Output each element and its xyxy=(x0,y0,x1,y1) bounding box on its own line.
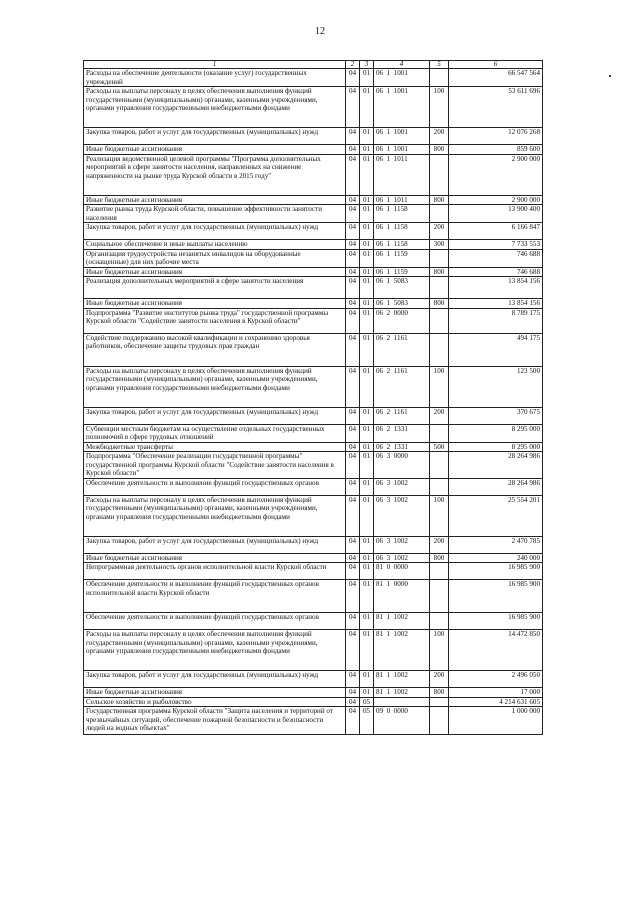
row-section: 04 xyxy=(346,267,360,277)
row-name: Закупка товаров, работ и услуг для государственных (муниципальных) нужд xyxy=(84,407,346,424)
row-name: Социальное обеспечение и иные выплаты населению xyxy=(84,240,346,250)
row-target-article: 81 1 1002 xyxy=(374,630,430,671)
row-expense-type: 200 xyxy=(430,407,449,424)
row-target-article: 06 3 1002 xyxy=(374,478,430,495)
row-amount: 6 166 847 xyxy=(449,223,543,240)
header-subsection: 3 xyxy=(360,61,374,69)
row-section: 04 xyxy=(346,299,360,309)
row-name: Подпрограмма "Обеспечение реализации государственной программы" государственной программы Курской области "Содействие занятости населения в Курской области" xyxy=(84,452,346,479)
row-section: 04 xyxy=(346,563,360,580)
row-amount: 746 688 xyxy=(449,249,543,267)
row-subsection: 01 xyxy=(360,223,374,240)
row-subsection: 01 xyxy=(360,205,374,223)
row-target-article: 06 1 1011 xyxy=(374,195,430,205)
row-section: 04 xyxy=(346,249,360,267)
row-section: 04 xyxy=(346,145,360,155)
table-row xyxy=(84,249,543,267)
row-amount: 2 496 050 xyxy=(449,671,543,688)
table-row xyxy=(84,240,543,250)
header-name: 1 xyxy=(84,61,346,69)
row-subsection: 01 xyxy=(360,249,374,267)
row-name: Государственная программа Курской области "Защита населения и территорий от чрезвычайных ситуаций, обеспечение пожарной безопасности и безопасности людей на водных объектах" xyxy=(84,707,346,735)
row-target-article: 06 1 1001 xyxy=(374,69,430,87)
row-subsection: 01 xyxy=(360,563,374,580)
row-name: Межбюджетные трансферты xyxy=(84,442,346,452)
row-expense-type xyxy=(430,613,449,630)
row-section: 04 xyxy=(346,697,360,707)
row-expense-type: 200 xyxy=(430,671,449,688)
row-amount: 28 264 986 xyxy=(449,452,543,479)
row-target-article: 81 1 0000 xyxy=(374,580,430,613)
header-target-article: 4 xyxy=(374,61,430,69)
row-name: Содействие поддержанию высокой квалификации и сохранению здоровья работников, обеспечение защиты трудовых прав граждан xyxy=(84,333,346,366)
table-row xyxy=(84,128,543,145)
row-name: Обеспечение деятельности и выполнение функций государственных органов xyxy=(84,478,346,495)
row-expense-type xyxy=(430,707,449,735)
row-target-article: 06 1 1158 xyxy=(374,223,430,240)
row-amount: 494 175 xyxy=(449,333,543,366)
row-subsection: 01 xyxy=(360,495,374,536)
row-name: Закупка товаров, работ и услуг для государственных (муниципальных) нужд xyxy=(84,536,346,553)
row-name: Реализация ведомственной целевой программы "Программа дополнительных мероприятий в сфере занятости населения, направленных на снижение напряженности на рынке труда Курской области в 2015 году" xyxy=(84,154,346,195)
row-target-article: 06 2 1161 xyxy=(374,407,430,424)
row-name: Иные бюджетные ассигнования xyxy=(84,195,346,205)
row-name: Расходы на обеспечение деятельности (оказание услуг) государственных учреждений xyxy=(84,69,346,87)
row-name: Закупка товаров, работ и услуг для государственных (муниципальных) нужд xyxy=(84,223,346,240)
table-row xyxy=(84,630,543,671)
row-expense-type: 200 xyxy=(430,223,449,240)
row-name: Расходы на выплаты персоналу в целях обеспечения выполнения функций государственными (муниципальными) органами, казенными учреждениями, органами управления государственными внебюджетными фондами xyxy=(84,495,346,536)
row-section: 04 xyxy=(346,205,360,223)
row-name: Иные бюджетные ассигнования xyxy=(84,299,346,309)
row-name: Иные бюджетные ассигнования xyxy=(84,267,346,277)
row-subsection: 01 xyxy=(360,553,374,563)
row-target-article: 81 1 1002 xyxy=(374,671,430,688)
row-section: 04 xyxy=(346,613,360,630)
row-subsection: 01 xyxy=(360,613,374,630)
row-expense-type xyxy=(430,154,449,195)
row-target-article: 06 2 1161 xyxy=(374,366,430,407)
row-section: 04 xyxy=(346,424,360,442)
row-subsection: 01 xyxy=(360,424,374,442)
row-expense-type xyxy=(430,478,449,495)
row-expense-type xyxy=(430,333,449,366)
row-section: 04 xyxy=(346,69,360,87)
row-section: 04 xyxy=(346,240,360,250)
table-row xyxy=(84,87,543,128)
row-expense-type: 800 xyxy=(430,553,449,563)
row-amount: 13 854 156 xyxy=(449,277,543,299)
table-row xyxy=(84,495,543,536)
row-target-article: 06 1 5083 xyxy=(374,299,430,309)
table-row xyxy=(84,299,543,309)
row-subsection: 01 xyxy=(360,145,374,155)
row-amount: 2 900 000 xyxy=(449,195,543,205)
row-target-article: 06 3 0000 xyxy=(374,452,430,479)
row-section: 04 xyxy=(346,707,360,735)
row-section: 04 xyxy=(346,452,360,479)
row-subsection: 01 xyxy=(360,87,374,128)
row-expense-type: 200 xyxy=(430,128,449,145)
row-section: 04 xyxy=(346,223,360,240)
row-target-article: 06 1 1001 xyxy=(374,128,430,145)
table-row xyxy=(84,613,543,630)
row-section: 04 xyxy=(346,630,360,671)
row-subsection: 01 xyxy=(360,478,374,495)
row-target-article: 06 3 1002 xyxy=(374,495,430,536)
header-expense-type: 5 xyxy=(430,61,449,69)
row-expense-type xyxy=(430,277,449,299)
row-expense-type xyxy=(430,69,449,87)
table-row xyxy=(84,145,543,155)
row-amount: 2 900 000 xyxy=(449,154,543,195)
row-section: 04 xyxy=(346,495,360,536)
row-target-article: 06 1 1159 xyxy=(374,249,430,267)
row-subsection: 01 xyxy=(360,688,374,698)
table-row xyxy=(84,267,543,277)
table-row xyxy=(84,195,543,205)
row-section: 04 xyxy=(346,128,360,145)
row-amount: 859 600 xyxy=(449,145,543,155)
row-target-article: 81 1 1002 xyxy=(374,613,430,630)
table-row xyxy=(84,442,543,452)
row-expense-type: 800 xyxy=(430,267,449,277)
row-section: 04 xyxy=(346,580,360,613)
row-amount: 240 000 xyxy=(449,553,543,563)
row-expense-type xyxy=(430,563,449,580)
row-amount: 370 675 xyxy=(449,407,543,424)
row-name: Реализация дополнительных мероприятий в сфере занятости населения xyxy=(84,277,346,299)
table-row xyxy=(84,697,543,707)
row-subsection: 01 xyxy=(360,630,374,671)
table-row xyxy=(84,580,543,613)
row-target-article xyxy=(374,697,430,707)
row-name: Развитие рынка труда Курской области, повышение эффективности занятости населения xyxy=(84,205,346,223)
row-amount: 16 985 900 xyxy=(449,613,543,630)
row-section: 04 xyxy=(346,366,360,407)
row-expense-type xyxy=(430,580,449,613)
scan-speck xyxy=(609,75,611,77)
row-subsection: 01 xyxy=(360,128,374,145)
row-target-article: 06 1 1001 xyxy=(374,145,430,155)
row-amount: 66 547 564 xyxy=(449,69,543,87)
table-row xyxy=(84,407,543,424)
row-target-article: 09 0 0000 xyxy=(374,707,430,735)
row-amount: 123 500 xyxy=(449,366,543,407)
row-subsection: 05 xyxy=(360,697,374,707)
table-row xyxy=(84,688,543,698)
row-section: 04 xyxy=(346,333,360,366)
row-target-article: 06 2 1331 xyxy=(374,424,430,442)
table-row xyxy=(84,671,543,688)
table-row xyxy=(84,424,543,442)
row-subsection: 01 xyxy=(360,277,374,299)
row-expense-type: 800 xyxy=(430,688,449,698)
row-expense-type: 800 xyxy=(430,299,449,309)
row-amount: 16 985 900 xyxy=(449,563,543,580)
row-name: Иные бюджетные ассигнования xyxy=(84,688,346,698)
row-expense-type xyxy=(430,308,449,333)
row-expense-type: 500 xyxy=(430,442,449,452)
page-number: 12 xyxy=(315,26,325,37)
row-expense-type xyxy=(430,249,449,267)
row-target-article: 06 1 1011 xyxy=(374,154,430,195)
table-row xyxy=(84,154,543,195)
row-expense-type xyxy=(430,205,449,223)
table-row xyxy=(84,308,543,333)
row-name: Обеспечение деятельности и выполнение функций государственных органов xyxy=(84,613,346,630)
row-subsection: 01 xyxy=(360,580,374,613)
row-subsection: 01 xyxy=(360,69,374,87)
row-name: Иные бюджетные ассигнования xyxy=(84,553,346,563)
row-target-article: 06 1 1159 xyxy=(374,267,430,277)
row-subsection: 01 xyxy=(360,308,374,333)
row-amount: 13 900 400 xyxy=(449,205,543,223)
row-subsection: 01 xyxy=(360,671,374,688)
table-row xyxy=(84,366,543,407)
row-subsection: 01 xyxy=(360,536,374,553)
row-target-article: 81 1 1002 xyxy=(374,688,430,698)
row-subsection: 01 xyxy=(360,195,374,205)
row-section: 04 xyxy=(346,478,360,495)
row-subsection: 01 xyxy=(360,333,374,366)
row-name: Закупка товаров, работ и услуг для государственных (муниципальных) нужд xyxy=(84,671,346,688)
row-section: 04 xyxy=(346,671,360,688)
row-expense-type: 300 xyxy=(430,240,449,250)
row-expense-type: 100 xyxy=(430,87,449,128)
row-subsection: 01 xyxy=(360,366,374,407)
row-target-article: 81 0 0000 xyxy=(374,563,430,580)
row-amount: 53 611 696 xyxy=(449,87,543,128)
row-amount: 8 295 000 xyxy=(449,442,543,452)
row-subsection: 01 xyxy=(360,299,374,309)
row-target-article: 06 2 1161 xyxy=(374,333,430,366)
row-amount: 2 470 785 xyxy=(449,536,543,553)
table-row xyxy=(84,553,543,563)
row-expense-type xyxy=(430,424,449,442)
row-section: 04 xyxy=(346,688,360,698)
row-section: 04 xyxy=(346,308,360,333)
table-body xyxy=(84,69,543,735)
row-target-article: 06 1 5083 xyxy=(374,277,430,299)
header-amount: 6 xyxy=(449,61,543,69)
row-amount: 12 076 268 xyxy=(449,128,543,145)
row-amount: 16 985 900 xyxy=(449,580,543,613)
row-name: Иные бюджетные ассигнования xyxy=(84,145,346,155)
row-amount: 7 733 553 xyxy=(449,240,543,250)
table-row xyxy=(84,69,543,87)
row-name: Обеспечение деятельности и выполнение функций государственных органов исполнительной власти Курской области xyxy=(84,580,346,613)
row-target-article: 06 2 1331 xyxy=(374,442,430,452)
row-expense-type xyxy=(430,697,449,707)
budget-table xyxy=(83,60,543,735)
row-target-article: 06 1 1001 xyxy=(374,87,430,128)
row-target-article: 06 1 1158 xyxy=(374,240,430,250)
row-name: Расходы на выплаты персоналу в целях обеспечения выполнения функций государственными (муниципальными) органами, казенными учреждениями, органами управления государственными внебюджетными фондами xyxy=(84,630,346,671)
row-amount: 4 214 631 605 xyxy=(449,697,543,707)
table-row xyxy=(84,707,543,735)
row-amount: 746 688 xyxy=(449,267,543,277)
row-subsection: 05 xyxy=(360,707,374,735)
table-row xyxy=(84,452,543,479)
row-amount: 25 554 201 xyxy=(449,495,543,536)
row-name: Непрограммная деятельность органов исполнительной власти Курской области xyxy=(84,563,346,580)
row-expense-type xyxy=(430,452,449,479)
row-expense-type: 800 xyxy=(430,195,449,205)
row-name: Сельское хозяйство и рыболовство xyxy=(84,697,346,707)
row-amount: 28 264 986 xyxy=(449,478,543,495)
row-target-article: 06 1 1158 xyxy=(374,205,430,223)
row-amount: 17 000 xyxy=(449,688,543,698)
row-expense-type: 200 xyxy=(430,536,449,553)
table-row xyxy=(84,223,543,240)
row-target-article: 06 3 1002 xyxy=(374,553,430,563)
row-section: 04 xyxy=(346,536,360,553)
row-amount: 14 472 850 xyxy=(449,630,543,671)
header-row xyxy=(84,61,543,69)
row-subsection: 01 xyxy=(360,267,374,277)
row-amount: 8 789 175 xyxy=(449,308,543,333)
row-amount: 13 854 156 xyxy=(449,299,543,309)
row-section: 04 xyxy=(346,87,360,128)
table-row xyxy=(84,205,543,223)
row-section: 04 xyxy=(346,553,360,563)
table-row xyxy=(84,277,543,299)
row-expense-type: 100 xyxy=(430,366,449,407)
row-section: 04 xyxy=(346,277,360,299)
row-section: 04 xyxy=(346,154,360,195)
row-amount: 1 000 000 xyxy=(449,707,543,735)
row-subsection: 01 xyxy=(360,240,374,250)
row-name: Субвенции местным бюджетам на осуществление отдельных государственных полномочий в сфере трудовых отношений xyxy=(84,424,346,442)
row-name: Расходы на выплаты персоналу в целях обеспечения выполнения функций государственными (муниципальными) органами, казенными учреждениями, органами управления государственными внебюджетными фондами xyxy=(84,366,346,407)
row-name: Подпрограмма "Развитие институтов рынка труда" государственной программы Курской области "Содействие занятости населения в Курской области" xyxy=(84,308,346,333)
row-subsection: 01 xyxy=(360,452,374,479)
row-target-article: 06 2 0000 xyxy=(374,308,430,333)
row-subsection: 01 xyxy=(360,442,374,452)
row-subsection: 01 xyxy=(360,407,374,424)
row-expense-type: 100 xyxy=(430,495,449,536)
row-name: Организация трудоустройства незанятых инвалидов на оборудованные (оснащенные) для них рабочие места xyxy=(84,249,346,267)
table-row xyxy=(84,563,543,580)
row-name: Закупка товаров, работ и услуг для государственных (муниципальных) нужд xyxy=(84,128,346,145)
row-target-article: 06 3 1002 xyxy=(374,536,430,553)
row-expense-type: 800 xyxy=(430,145,449,155)
table-row xyxy=(84,333,543,366)
row-section: 04 xyxy=(346,442,360,452)
row-expense-type: 100 xyxy=(430,630,449,671)
row-section: 04 xyxy=(346,195,360,205)
row-subsection: 01 xyxy=(360,154,374,195)
row-section: 04 xyxy=(346,407,360,424)
row-name: Расходы на выплаты персоналу в целях обеспечения выполнения функций государственными (муниципальными) органами, казенными учреждениями, органами управления государственными внебюджетными фондами xyxy=(84,87,346,128)
row-amount: 8 295 000 xyxy=(449,424,543,442)
table-row xyxy=(84,478,543,495)
table-row xyxy=(84,536,543,553)
header-section: 2 xyxy=(346,61,360,69)
